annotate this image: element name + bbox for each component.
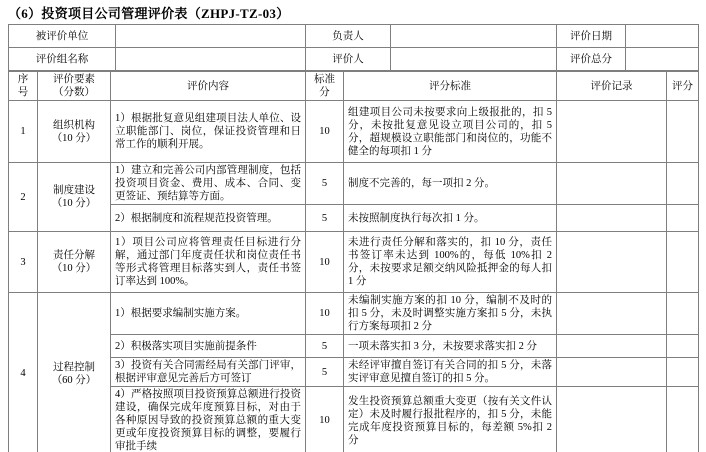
score-field[interactable] [667,232,699,293]
eval-record-field[interactable] [557,232,667,293]
eval-record-field[interactable] [557,205,667,232]
standard-score: 5 [306,163,344,205]
row-no: 1 [9,101,38,163]
leader-field[interactable] [391,25,557,48]
score-field[interactable] [667,205,699,232]
col-header-content: 评价内容 [111,72,306,101]
row-no: 3 [9,232,38,293]
assessed-unit-label: 被评价单位 [9,25,116,48]
row-element [38,101,111,163]
standard-score: 10 [306,387,344,452]
score-field[interactable] [667,293,699,335]
standard-score: 5 [306,205,344,232]
row-no: 2 [9,163,38,232]
eval-group-label: 评价组名称 [9,48,116,71]
row-no: 4 [9,293,38,452]
info-row-2 [9,48,699,71]
leader-label: 负责人 [306,25,391,48]
scoring-criteria: 未编制实施方案的扣 10 分，编制不及时的扣 5 分，未及时调整实施方案扣 5 分，未执行方案每项扣 2 分 [344,293,557,335]
score-field[interactable] [667,335,699,358]
eval-group-field[interactable] [116,48,306,71]
eval-content: 2）根据制度和流程规范投资管理。 [111,205,306,232]
element-name: 责任分解 [53,250,95,261]
element-score: （10 分） [51,198,97,209]
eval-content: 1）根据批复意见组建项目法人单位、设立职能部门、岗位，保证投资管理和日常工作的顺利开展。 [111,101,306,163]
col-header-record: 评价记录 [557,72,667,101]
scoring-criteria: 未按照制度执行每次扣 1 分。 [344,205,557,232]
row-element [38,293,111,452]
eval-record-field[interactable] [557,358,667,387]
eval-record-field[interactable] [557,335,667,358]
eval-content: 1）根据要求编制实施方案。 [111,293,306,335]
score-field[interactable] [667,163,699,205]
col-header-element-line2: （分数） [53,87,95,98]
col-header-no: 序号 [9,72,38,101]
element-name: 组织机构 [53,119,95,131]
evaluation-table [8,71,699,452]
standard-score: 5 [306,335,344,358]
eval-content: 1）项目公司应将管理责任目标进行分解，通过部门年度责任状和岗位责任书等形式将管理目标落实到人，责任书签订率达到 100%。 [111,232,306,293]
scoring-criteria: 未进行责任分解和落实的，扣 10 分，责任书签订率未达到 100%的，每低 10%扣 2 分，未按要求足额交纳风险抵押金的每人扣 1 分 [344,232,557,293]
eval-record-field[interactable] [557,163,667,205]
scoring-criteria: 一项未落实扣 3 分，未按要求落实扣 2 分 [344,335,557,358]
eval-date-label: 评价日期 [557,25,626,48]
eval-content: 2）积极落实项目实施前提条件 [111,335,306,358]
element-score: （60 分） [51,374,97,386]
table-row [9,232,699,293]
standard-score: 10 [306,232,344,293]
eval-record-field[interactable] [557,293,667,335]
row-element [38,232,111,293]
scoring-criteria: 制度不完善的，每一项扣 2 分。 [344,163,557,205]
standard-score: 10 [306,293,344,335]
score-field[interactable] [667,101,699,163]
element-score: （10 分） [51,263,97,274]
standard-score: 10 [306,101,344,163]
col-header-criteria: 评分标准 [344,72,557,101]
element-name: 制度建设 [53,185,95,196]
table-row [9,163,699,205]
col-header-element-line1: 评价要素 [53,74,95,85]
eval-content: 1）建立和完善公司内部管理制度，包括投资项目资金、费用、成本、合同、变更签证、预结算等方面。 [111,163,306,205]
eval-record-field[interactable] [557,387,667,452]
eval-date-field[interactable] [626,25,699,48]
total-score-field[interactable] [626,48,699,71]
scoring-criteria: 未经评审擅自签订有关合同的扣 5 分，未落实评审意见擅自签订的扣 5 分。 [344,358,557,387]
table-row [9,101,699,163]
element-score: （10 分） [51,132,97,144]
evaluator-label: 评价人 [306,48,391,71]
eval-record-field[interactable] [557,101,667,163]
score-field[interactable] [667,358,699,387]
eval-content: 3）投资有关合同需经局有关部门评审，根据评审意见完善后方可签订 [111,358,306,387]
assessed-unit-field[interactable] [116,25,306,48]
standard-score: 5 [306,358,344,387]
scoring-criteria: 组建项目公司未按要求向上级报批的，扣 5 分，未按批复意见设立项目公司的，扣 5 分，超规模设立职能部门和岗位的，功能不健全的每项扣 1 分 [344,101,557,163]
document-title: （6）投资项目公司管理评价表（ZHPJ-TZ-03） [8,6,290,21]
col-header-standard: 标准分 [306,72,344,101]
table-row [9,205,699,232]
total-score-label: 评价总分 [557,48,626,71]
table-row [9,387,699,452]
col-header-element [38,72,111,101]
score-field[interactable] [667,387,699,452]
header-row [9,72,699,101]
info-row-1 [9,25,699,48]
scoring-criteria: 发生投资预算总额重大变更（按有关文件认定）未及时履行报批程序的，扣 5 分，未能完成年度投资预算目标的，每差额 5%扣 2 分 [344,387,557,452]
col-header-score: 评分 [667,72,699,101]
table-row [9,335,699,358]
row-element [38,163,111,232]
table-row [9,358,699,387]
table-row [9,293,699,335]
evaluator-field[interactable] [391,48,557,71]
element-name: 过程控制 [53,361,95,373]
eval-content: 4）严格按照项目投资预算总额进行投资建设，确保完成年度预算目标，对由于各种原因导致的投资预算总额的重大变更或年度投资预算目标的调整，要履行审批手续 [111,387,306,452]
info-table [8,24,699,71]
